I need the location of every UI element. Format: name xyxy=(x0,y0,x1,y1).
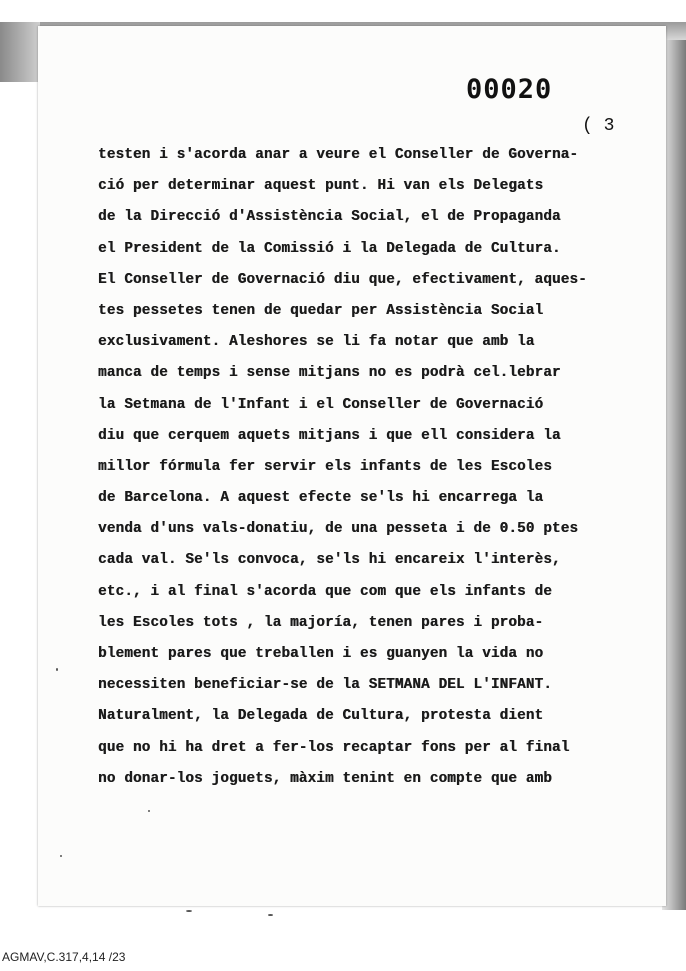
scan-speck xyxy=(56,668,58,671)
text-line: venda d'uns vals-donatiu, de una pesseta i de 0.50 ptes xyxy=(98,521,579,538)
text-line: que no hi ha dret a fer-los recaptar fons per al final xyxy=(98,739,570,756)
text-line: cada val. Se'ls convoca, se'ls hi encareix l'interès, xyxy=(98,552,561,569)
text-line: blement pares que treballen i es guanyen la vida no xyxy=(98,646,544,662)
page-reference: ( 3 xyxy=(582,116,615,136)
text-line: El Conseller de Governació diu que, efectivament, aques- xyxy=(98,271,587,288)
text-line: de la Direcció d'Assistència Social, el de Propaganda xyxy=(98,209,561,226)
text-line: tes pessetes tenen de quedar per Assistència Social xyxy=(98,302,544,319)
page-number-stamp: 00020 xyxy=(466,74,553,105)
text-line: ció per determinar aquest punt. Hi van els Delegats xyxy=(98,178,544,195)
text-line: de Barcelona. A aquest efecte se'ls hi encarrega la xyxy=(98,490,544,507)
text-line: etc., i al final s'acorda que com que els infants de xyxy=(98,583,552,600)
text-line: no donar-los joguets, màxim tenint en compte que amb xyxy=(98,770,552,787)
archive-caption: AGMAV,C.317,4,14 /23 xyxy=(2,950,126,964)
scan-speck xyxy=(268,914,273,916)
text-line: diu que cerquem aquets mitjans i que ell considera la xyxy=(98,427,561,444)
typewritten-body xyxy=(98,140,648,795)
backing-sheet-edge-left xyxy=(0,22,40,82)
text-line: manca de temps i sense mitjans no es podrà cel.lebrar xyxy=(98,365,561,382)
scan-speck xyxy=(186,910,192,912)
text-line: el President de la Comissió i la Delegada de Cultura. xyxy=(98,240,561,257)
text-line: millor fórmula fer servir els infants de les Escoles xyxy=(98,458,552,475)
text-line: Naturalment, la Delegada de Cultura, protesta dient xyxy=(98,708,544,725)
text-line: les Escoles tots , la majoría, tenen pares i proba- xyxy=(98,614,544,631)
text-line: necessiten beneficiar-se de la SETMANA DEL L'INFANT. xyxy=(98,677,552,694)
text-line: la Setmana de l'Infant i el Conseller de Governació xyxy=(98,396,544,413)
text-line: exclusivament. Aleshores se li fa notar que amb la xyxy=(98,334,535,351)
scan-speck xyxy=(148,810,150,812)
scan-speck xyxy=(60,855,62,857)
text-line: testen i s'acorda anar a veure el Conseller de Governa- xyxy=(98,147,579,163)
